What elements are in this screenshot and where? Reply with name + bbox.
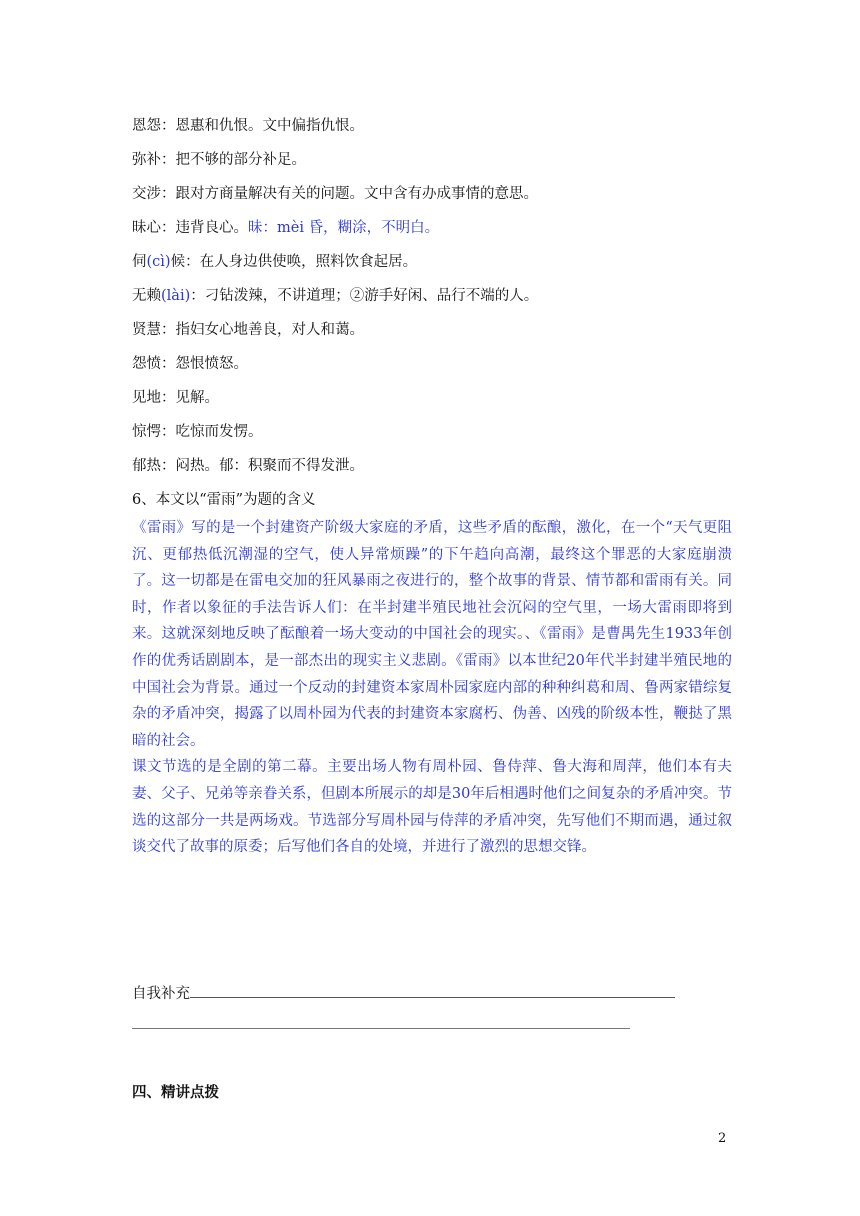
definition-pinyin: (lài) bbox=[161, 288, 191, 304]
definition-line bbox=[132, 151, 306, 169]
definition-text: 怨愤：怨恨愤怒。 bbox=[132, 356, 248, 372]
section-4-heading: 四、精讲点拨 bbox=[132, 1084, 219, 1101]
definition-text: 见地：见解。 bbox=[132, 390, 219, 406]
question-text: 6、本文以“雷雨”为题的含义 bbox=[132, 492, 316, 508]
definition-text: 弥补：把不够的部分补足。 bbox=[132, 152, 306, 168]
answer-paragraph-1: 《雷雨》写的是一个封建资产阶级大家庭的矛盾，这些矛盾的酝酿，激化，在一个“天气更阻沉、更郁热低沉潮湿的空气，使人异常烦躁”的下午趋向高潮，最终这个罪恶的大家庭崩溃了。这一切都是在雷电交加的狂风暴雨之夜进行的，整个故事的背景、情节都和雷雨有关。同时，作者以象征的手法告诉人们：在半封建半殖民地社会沉闷的空气里，一场大雷雨即将到来。这就深刻地反映了酝酿着一场大变动的中国社会的现实。、《雷雨》是曹禺先生1933年创作的优秀话剧剧本，是一部杰出的现实主义悲剧。《雷雨》以本世纪20年代半封建半殖民地的中国社会为背景。通过一个反动的封建资本家周朴园家庭内部的种种纠葛和周、鲁两家错综复杂的矛盾冲突，揭露了以周朴园为代表的封建资本家腐朽、伪善、凶残的阶级本性，鞭挞了黑暗的社会。 bbox=[132, 520, 732, 749]
definition-line bbox=[132, 253, 417, 271]
definition-term: 伺 bbox=[132, 254, 147, 270]
page-number: 2 bbox=[718, 1131, 727, 1146]
definition-text: 郁热：闷热。郁：积聚而不得发泄。 bbox=[132, 458, 364, 474]
definition-text: ：刁钻泼辣，不讲道理；②游手好闲、品行不端的人。 bbox=[190, 288, 539, 304]
self-supplement-blank-2[interactable] bbox=[132, 1028, 630, 1029]
self-supplement-blank[interactable] bbox=[190, 983, 675, 998]
definition-line bbox=[132, 287, 538, 305]
definition-line bbox=[132, 457, 364, 475]
definition-text: 候：在人身边供使唤，照料饮食起居。 bbox=[170, 254, 418, 270]
definition-text: 惊愕：吃惊而发愣。 bbox=[132, 424, 263, 440]
definition-line bbox=[132, 423, 263, 441]
question-6 bbox=[132, 491, 316, 509]
definition-line bbox=[132, 389, 219, 407]
self-supplement-label: 自我补充 bbox=[132, 986, 190, 1002]
definition-text: 交涉：跟对方商量解决有关的问题。文中含有办成事情的意思。 bbox=[132, 186, 538, 202]
definition-line bbox=[132, 355, 248, 373]
answer-block bbox=[132, 515, 732, 861]
definition-line bbox=[132, 117, 364, 135]
definition-line bbox=[132, 219, 439, 237]
definition-pinyin: (cì) bbox=[146, 254, 171, 270]
definition-text: 贤慧：指妇女心地善良，对人和蔼。 bbox=[132, 322, 364, 338]
self-supplement-row bbox=[132, 983, 675, 1003]
definition-line bbox=[132, 321, 364, 339]
definition-line bbox=[132, 185, 538, 203]
definition-note: 昧：mèi 昏，糊涂，不明白。 bbox=[248, 220, 440, 236]
answer-paragraph-2: 课文节选的是全剧的第二幕。主要出场人物有周朴园、鲁侍萍、鲁大海和周萍，他们本有夫妻、父子、兄弟等亲眷关系，但剧本所展示的却是30年后相遇时他们之间复杂的矛盾冲突。节选的这部分一共是两场戏。节选部分写周朴园与侍萍的矛盾冲突，先写他们不期而遇，通过叙谈交代了故事的原委；后写他们各自的处境，并进行了激烈的思想交锋。 bbox=[132, 759, 732, 856]
definition-text: 昧心：违背良心。 bbox=[132, 220, 248, 236]
definition-term: 无赖 bbox=[132, 288, 161, 304]
definition-text: 恩怨：恩惠和仇恨。文中偏指仇恨。 bbox=[132, 118, 364, 134]
